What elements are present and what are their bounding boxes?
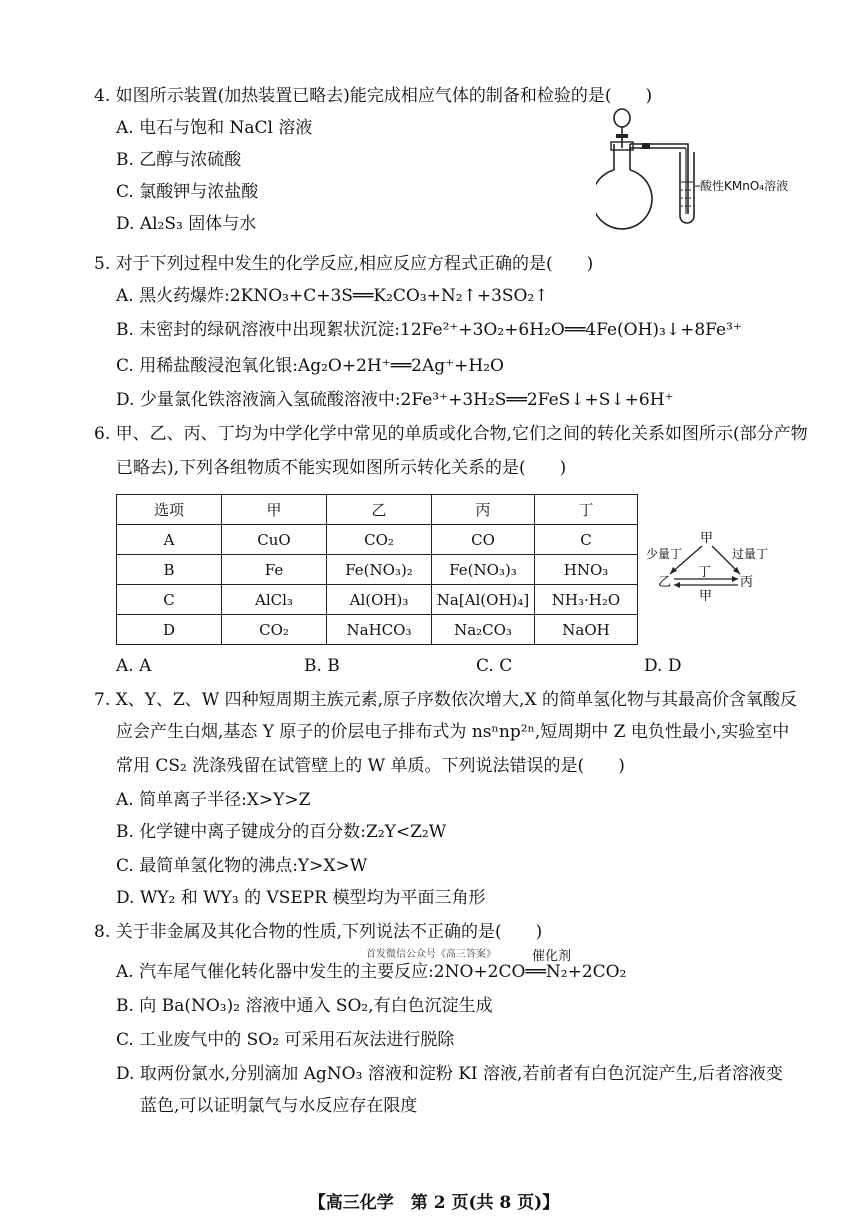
table-cell: Na[Al(OH)₄] bbox=[432, 585, 535, 615]
q7-option-a: A. 简单离子半径:X>Y>Z bbox=[116, 790, 311, 810]
table-cell: Fe(NO₃)₂ bbox=[327, 555, 432, 585]
q4-option-d: D. Al₂S₃ 固体与水 bbox=[116, 214, 257, 234]
table-cell: CO bbox=[432, 525, 535, 555]
label-jia: 甲 bbox=[699, 589, 713, 602]
transformation-diagram bbox=[640, 530, 780, 602]
label-ding: 丁 bbox=[698, 565, 712, 580]
table-cell: B bbox=[117, 555, 222, 585]
table-cell: A bbox=[117, 525, 222, 555]
table-cell: NH₃·H₂O bbox=[535, 585, 638, 615]
table-header: 选项 bbox=[117, 495, 222, 525]
q4-option-b: B. 乙醇与浓硫酸 bbox=[116, 150, 242, 170]
node-yi: 乙 bbox=[658, 575, 672, 590]
q6-choice-a: A. A bbox=[116, 656, 152, 676]
q5-option-c: C. 用稀盐酸浸泡氧化银:Ag₂O+2H⁺══2Ag⁺+H₂O bbox=[116, 356, 504, 376]
table-header: 乙 bbox=[327, 495, 432, 525]
table-cell: CuO bbox=[222, 525, 327, 555]
q5-stem: 5. 对于下列过程中发生的化学反应,相应反应方程式正确的是( ) bbox=[94, 254, 594, 274]
table-header-row bbox=[117, 495, 638, 525]
table-header: 甲 bbox=[222, 495, 327, 525]
apparatus-label: 酸性KMnO₄溶液 bbox=[700, 179, 789, 193]
table-cell: AlCl₃ bbox=[222, 585, 327, 615]
q6-choice-d: D. D bbox=[644, 656, 682, 676]
q6-stem-line1: 6. 甲、乙、丙、丁均为中学化学中常见的单质或化合物,它们之间的转化关系如图所示(部分产物 bbox=[94, 424, 808, 444]
q8-option-d-line1: D. 取两份氯水,分别滴加 AgNO₃ 溶液和淀粉 KI 溶液,若前者有白色沉淀产生,后者溶液变 bbox=[116, 1064, 783, 1084]
q8-stem: 8. 关于非金属及其化合物的性质,下列说法不正确的是( ) bbox=[94, 922, 543, 942]
table-row bbox=[117, 585, 638, 615]
table-cell: Fe bbox=[222, 555, 327, 585]
table-cell: C bbox=[535, 525, 638, 555]
table-cell: Na₂CO₃ bbox=[432, 615, 535, 645]
q6-choice-c: C. C bbox=[476, 656, 513, 676]
q7-stem-line1: 7. X、Y、Z、W 四种短周期主族元素,原子序数依次增大,X 的简单氢化物与其最高价含氧酸反 bbox=[94, 690, 797, 710]
table-cell: C bbox=[117, 585, 222, 615]
page-footer: 【高三化学 第 2 页(共 8 页)】 bbox=[308, 1193, 560, 1213]
table-cell: NaHCO₃ bbox=[327, 615, 432, 645]
watermark: 首发微信公众号《高三答案》 bbox=[366, 949, 496, 960]
table-row bbox=[117, 555, 638, 585]
table-cell: D bbox=[117, 615, 222, 645]
q7-option-d: D. WY₂ 和 WY₃ 的 VSEPR 模型均为平面三角形 bbox=[116, 888, 486, 908]
gas-apparatus-figure bbox=[596, 104, 806, 232]
q6-options-table bbox=[116, 494, 638, 645]
table-cell: CO₂ bbox=[222, 615, 327, 645]
q4-option-a: A. 电石与饱和 NaCl 溶液 bbox=[116, 118, 313, 138]
q5-option-a: A. 黑火药爆炸:2KNO₃+C+3S══K₂CO₃+N₂↑+3SO₂↑ bbox=[116, 286, 549, 306]
q8-catalyst-label: 催化剂 bbox=[532, 949, 572, 964]
node-bing: 丙 bbox=[740, 575, 754, 590]
q7-stem-line2: 应会产生白烟,基态 Y 原子的价层电子排布式为 nsⁿnp²ⁿ,短周期中 Z 电负性最小,实验室中 bbox=[116, 722, 790, 742]
q8-option-c: C. 工业废气中的 SO₂ 可采用石灰法进行脱除 bbox=[116, 1030, 455, 1050]
table-row bbox=[117, 615, 638, 645]
node-jia: 甲 bbox=[700, 531, 714, 546]
q4-stem: 4. 如图所示装置(加热装置已略去)能完成相应气体的制备和检验的是( ) bbox=[94, 86, 653, 106]
table-cell: CO₂ bbox=[327, 525, 432, 555]
q8-option-b: B. 向 Ba(NO₃)₂ 溶液中通入 SO₂,有白色沉淀生成 bbox=[116, 996, 493, 1016]
table-header: 丁 bbox=[535, 495, 638, 525]
q4-option-c: C. 氯酸钾与浓盐酸 bbox=[116, 182, 259, 202]
q7-stem-line3: 常用 CS₂ 洗涤残留在试管壁上的 W 单质。下列说法错误的是( ) bbox=[116, 756, 625, 776]
q6-stem-line2: 已略去),下列各组物质不能实现如图所示转化关系的是( ) bbox=[116, 458, 567, 478]
table-cell: NaOH bbox=[535, 615, 638, 645]
label-little-ding: 少量丁 bbox=[646, 547, 683, 561]
q7-option-b: B. 化学键中离子键成分的百分数:Z₂Y<Z₂W bbox=[116, 822, 447, 842]
q5-option-b: B. 未密封的绿矾溶液中出现絮状沉淀:12Fe²⁺+3O₂+6H₂O══4Fe(OH)₃↓+8Fe³⁺ bbox=[116, 320, 742, 340]
table-cell: HNO₃ bbox=[535, 555, 638, 585]
q5-option-d: D. 少量氯化铁溶液滴入氢硫酸溶液中:2Fe³⁺+3H₂S══2FeS↓+S↓+6H⁺ bbox=[116, 390, 674, 410]
q7-option-c: C. 最简单氢化物的沸点:Y>X>W bbox=[116, 856, 368, 876]
table-header: 丙 bbox=[432, 495, 535, 525]
table-cell: Fe(NO₃)₃ bbox=[432, 555, 535, 585]
q8-option-d-line2: 蓝色,可以证明氯气与水反应存在限度 bbox=[140, 1096, 418, 1116]
q8-option-a: A. 汽车尾气催化转化器中发生的主要反应:2NO+2CO══N₂+2CO₂ bbox=[116, 962, 627, 982]
table-cell: Al(OH)₃ bbox=[327, 585, 432, 615]
table-row bbox=[117, 525, 638, 555]
label-excess-ding: 过量丁 bbox=[732, 547, 769, 561]
q6-choice-b: B. B bbox=[304, 656, 340, 676]
